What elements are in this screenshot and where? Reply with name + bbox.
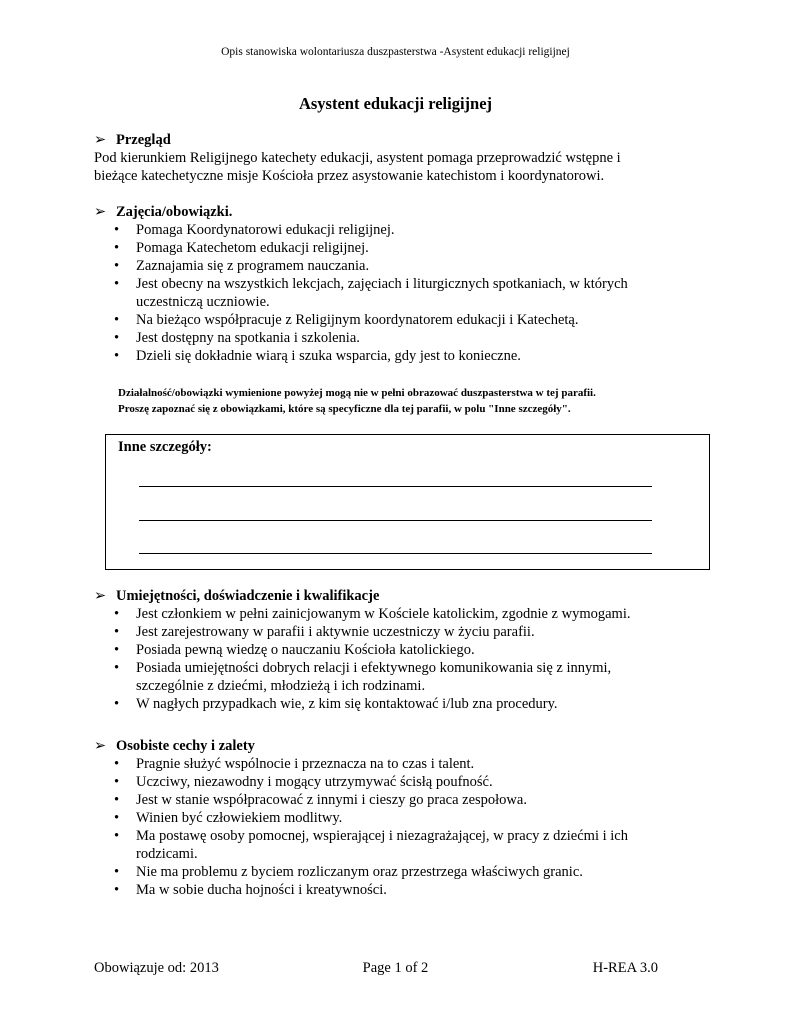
list-item [114,695,734,713]
blank-line-2[interactable] [139,520,652,521]
bullet-icon: • [114,696,120,712]
note-line-1: Działalność/obowiązki wymienione powyżej mogą nie w pełni obrazować duszpasterstwa w tej parafii. [118,387,596,399]
list-item-text: Pomaga Koordynatorowi edukacji religijnej. [136,222,395,238]
list-item-text: Pragnie służyć wspólnocie i przeznacza na to czas i talent. [136,756,475,772]
list-item [114,347,734,365]
list-item-text: Jest dostępny na spotkania i szkolenia. [136,330,360,346]
duties-heading-text: Zajęcia/obowiązki. [116,204,233,220]
list-item-text: uczestniczą uczniowie. [136,294,270,310]
traits-list [114,755,734,899]
duties-heading [94,203,734,221]
list-item [114,275,734,311]
bullet-icon: • [114,864,120,880]
document-title: Asystent edukacji religijnej [298,94,493,113]
list-item-text: Ma w sobie ducha hojności i kreatywności. [136,882,387,898]
footer-page-number: Page 1 of 2 [362,960,429,976]
list-item-text: Posiada pewną wiedzę o nauczaniu Kościoła katolickiego. [136,642,475,658]
blank-line-3[interactable] [139,553,652,554]
traits-heading-text: Osobiste cechy i zalety [116,738,255,754]
bullet-icon: • [114,756,120,772]
bullet-icon: • [114,276,120,292]
section-traits [94,737,734,899]
list-item [114,605,734,623]
list-item [114,881,734,899]
list-item [114,623,734,641]
other-details-box [105,434,710,570]
bullet-icon: • [114,312,120,328]
bullet-icon: • [114,606,120,622]
duties-list [114,221,734,365]
skills-heading-text: Umiejętności, doświadczenie i kwalifikacje [116,588,380,604]
note-line-2: Proszę zapoznać się z obowiązkami, które są specyficzne dla tej parafii, w polu "Inne szczegóły". [118,403,571,415]
bullet-icon: • [114,882,120,898]
list-item-text: Posiada umiejętności dobrych relacji i efektywnego komunikowania się z innymi, [136,660,612,676]
bullet-icon: • [114,330,120,346]
list-item-text: Zaznajamia się z programem nauczania. [136,258,370,274]
section-skills [94,587,734,713]
list-item [114,641,734,659]
skills-heading [94,587,734,605]
bullet-icon: • [114,660,120,676]
list-item [114,755,734,773]
list-item-text: Jest zarejestrowany w parafii i aktywnie uczestniczy w życiu parafii. [136,624,535,640]
list-item-text: W nagłych przypadkach wie, z kim się kontaktować i/lub zna procedury. [136,696,558,712]
list-item [114,311,734,329]
overview-text-line-2: bieżące katechetyczne misje Kościoła przez asystowanie katechistom i koordynatorowi. [94,168,605,184]
overview-heading [94,131,734,149]
list-item-text: Jest w stanie współpracować z innymi i cieszy go praca zespołowa. [136,792,527,808]
arrow-bullet-icon: ➢ [94,588,107,604]
list-item [114,863,734,881]
overview-text-line-1: Pod kierunkiem Religijnego katechety edukacji, asystent pomaga przeprowadzić wstępne i [94,150,621,166]
list-item-text: Ma postawę osoby pomocnej, wspierającej i niezagrażającej, w pracy z dziećmi i ich [136,828,628,844]
list-item-text: Uczciwy, niezawodny i mogący utrzymywać ścisłą poufność. [136,774,493,790]
list-item-text: Jest obecny na wszystkich lekcjach, zajęciach i liturgicznych spotkaniach, w których [136,276,628,292]
bullet-icon: • [114,828,120,844]
bullet-icon: • [114,240,120,256]
list-item [114,659,734,695]
skills-list [114,605,734,713]
list-item-text: rodzicami. [136,846,198,862]
bullet-icon: • [114,810,120,826]
section-duties [94,203,734,365]
arrow-bullet-icon: ➢ [94,132,107,148]
list-item-text: szczególnie z dziećmi, młodzieżą i ich rodzinami. [136,678,426,694]
blank-line-1[interactable] [139,486,652,487]
list-item [114,791,734,809]
list-item-text: Na bieżąco współpracuje z Religijnym koordynatorem edukacji i Katechetą. [136,312,579,328]
traits-heading [94,737,734,755]
list-item [114,239,734,257]
bullet-icon: • [114,624,120,640]
bullet-icon: • [114,642,120,658]
bullet-icon: • [114,348,120,364]
arrow-bullet-icon: ➢ [94,738,107,754]
bullet-icon: • [114,258,120,274]
list-item [114,827,734,863]
list-item [114,809,734,827]
arrow-bullet-icon: ➢ [94,204,107,220]
list-item-text: Pomaga Katechetom edukacji religijnej. [136,240,369,256]
list-item-text: Jest członkiem w pełni zainicjowanym w Kościele katolickim, zgodnie z wymogami. [136,606,631,622]
list-item [114,221,734,239]
other-details-title: Inne szczegóły: [118,439,212,455]
bullet-icon: • [114,792,120,808]
running-header: Opis stanowiska wolontariusza duszpasterstwa -Asystent edukacji religijnej [221,46,570,58]
footer-effective-date: Obowiązuje od: 2013 [94,960,219,976]
section-overview [94,131,734,185]
list-item-text: Dzieli się dokładnie wiarą i szuka wsparcia, gdy jest to konieczne. [136,348,521,364]
bullet-icon: • [114,774,120,790]
list-item [114,257,734,275]
list-item-text: Nie ma problemu z byciem rozliczanym oraz przestrzega właściwych granic. [136,864,583,880]
list-item [114,773,734,791]
list-item-text: Winien być człowiekiem modlitwy. [136,810,343,826]
list-item [114,329,734,347]
footer-document-code: H-REA 3.0 [592,960,658,976]
bullet-icon: • [114,222,120,238]
overview-heading-text: Przegląd [116,132,171,148]
note [118,385,758,417]
